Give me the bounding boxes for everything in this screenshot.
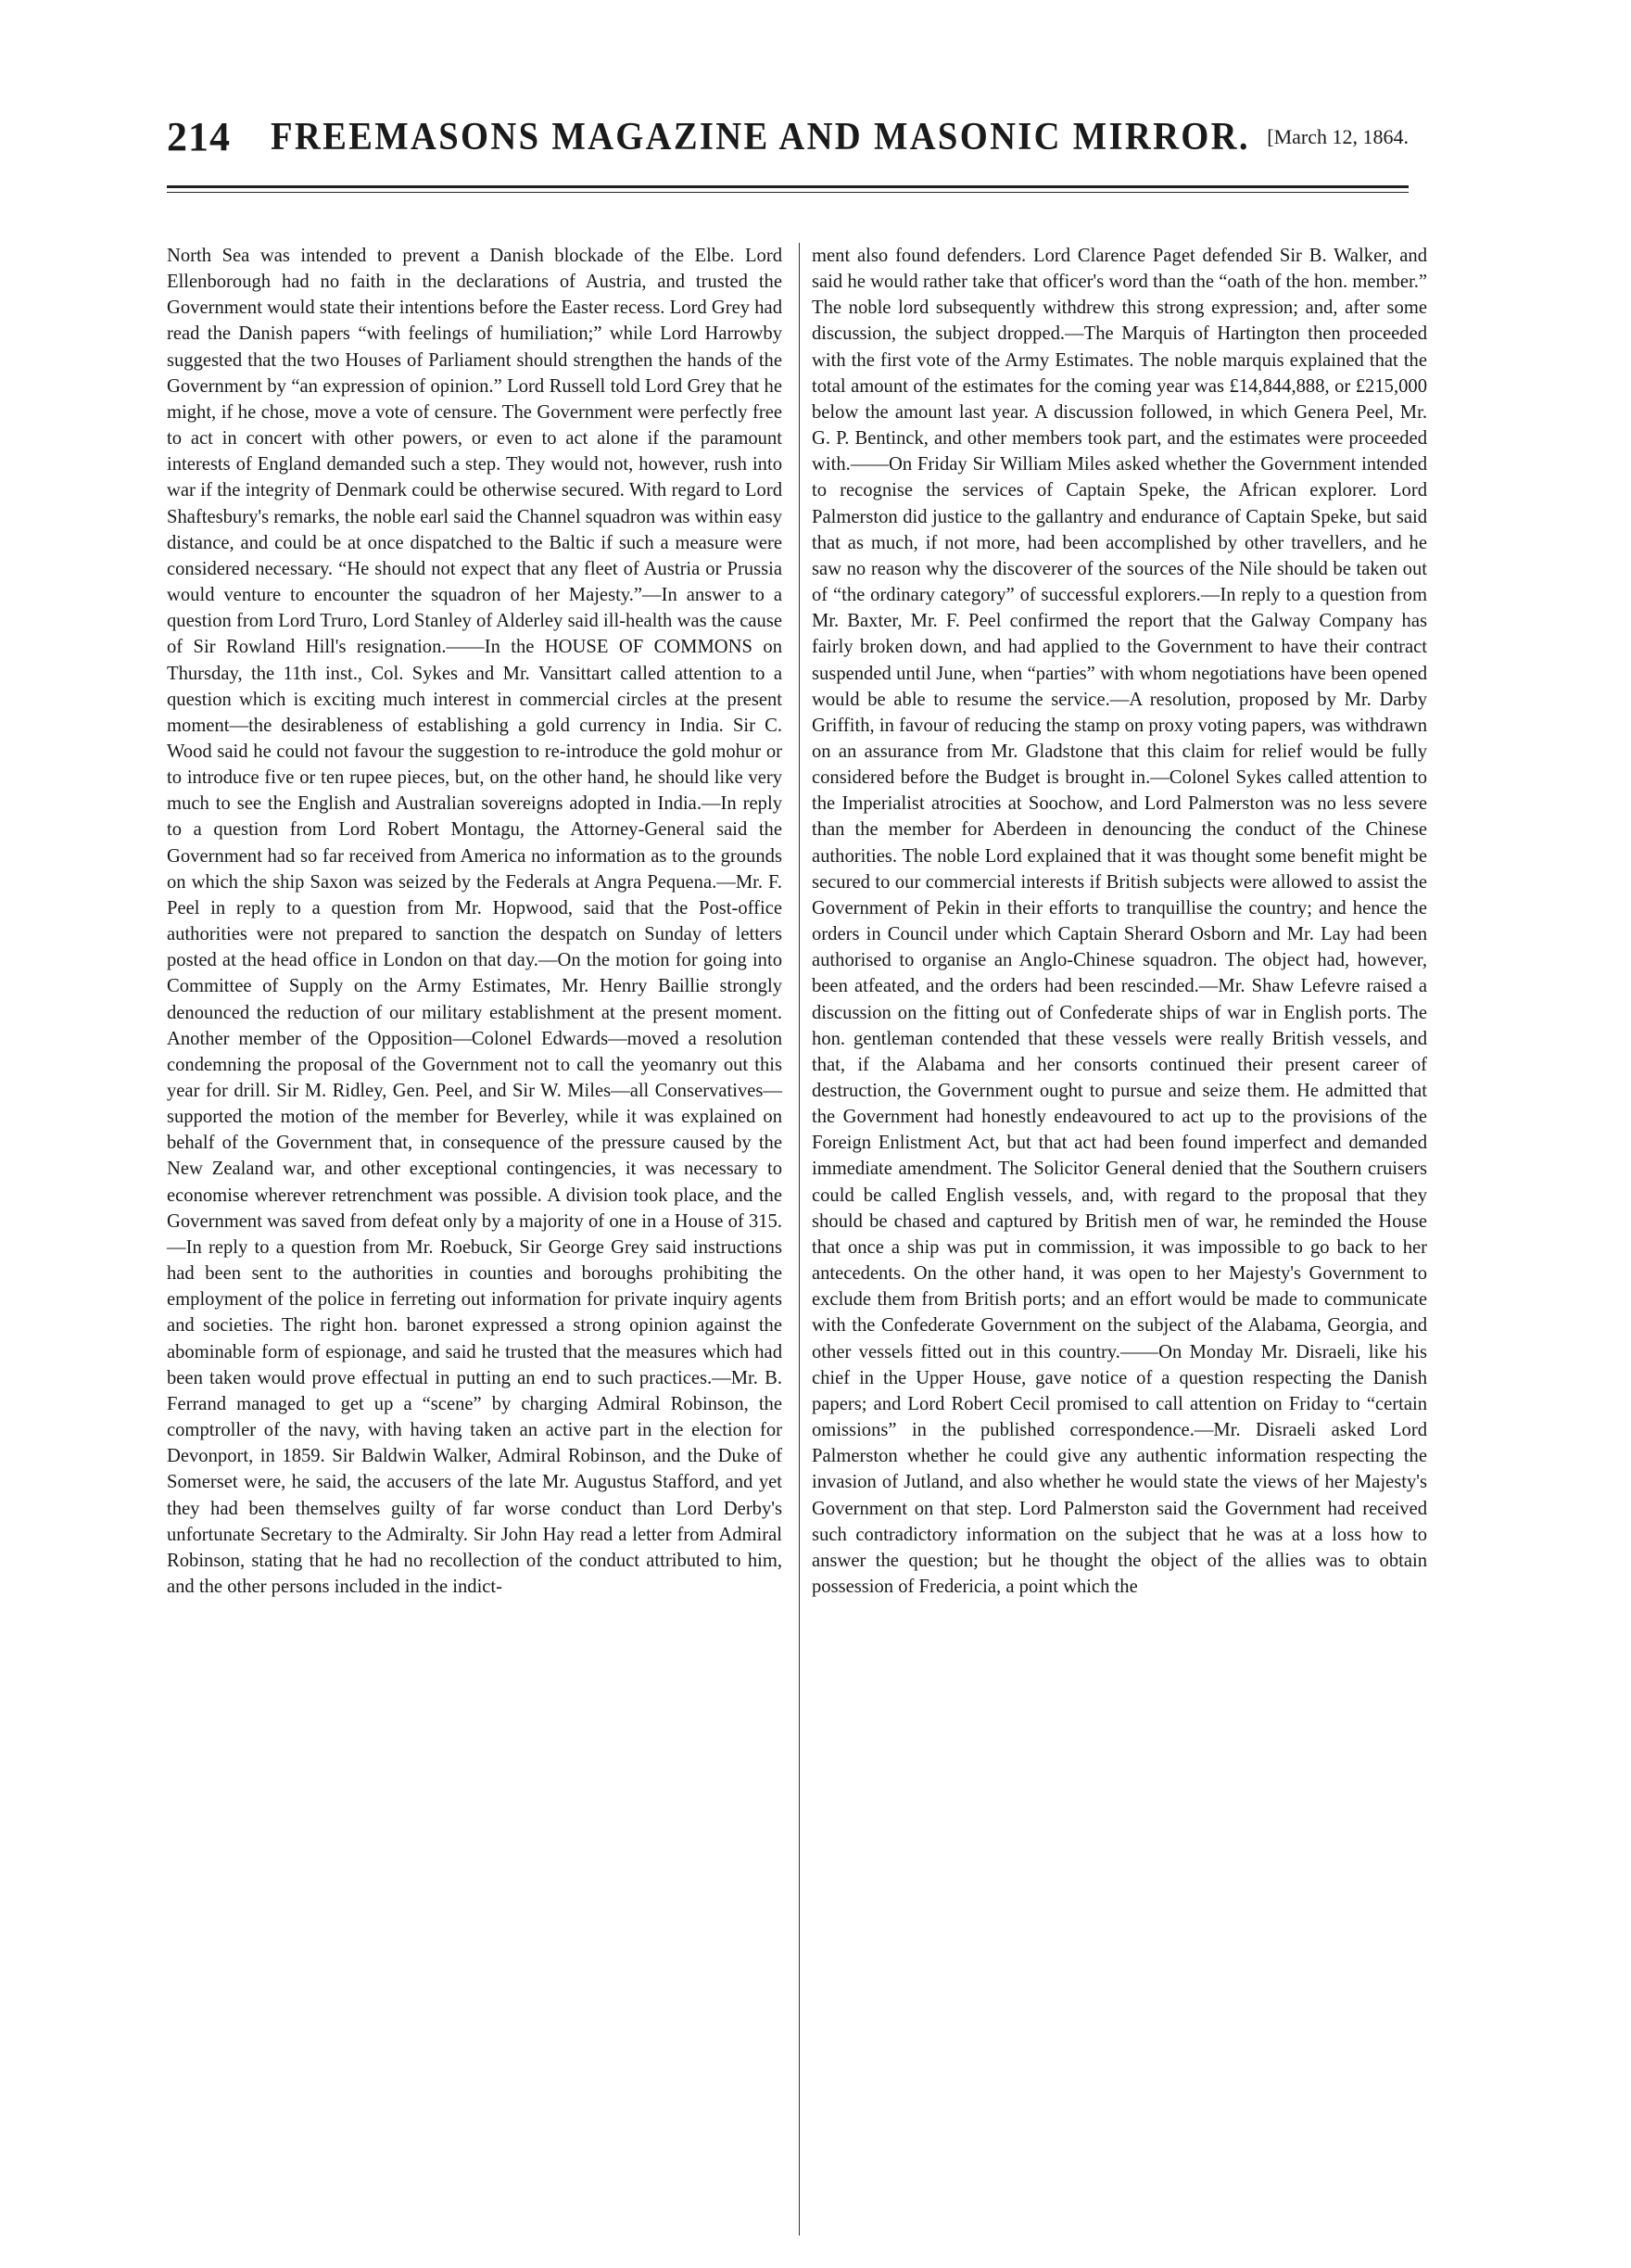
text-column-left: [167, 243, 782, 1600]
header-rule-thin: [167, 192, 1409, 193]
column-divider: [799, 243, 800, 2236]
header-rule-thick: [167, 185, 1409, 188]
masthead-title: FREEMASONS MAGAZINE AND MASONIC MIRROR.: [271, 116, 1250, 158]
page-number: 214: [167, 114, 231, 159]
page-header: [167, 111, 1409, 167]
issue-date: [March 12, 1864.: [1267, 125, 1409, 148]
left-column-text: North Sea was intended to prevent a Danish blockade of the Elbe. Lord Ellenborough had no faith in the declarations of Austria, and trusted the Government would state their intentions before the Easter recess. Lord Grey had read the Danish papers “with feelings of humiliation;” while Lord Harrowby suggested that the two Houses of Parliament should strengthen the hands of the Government by “an expression of opinion.” Lord Russell told Lord Grey that he might, if he chose, move a vote of censure. The Government were perfectly free to act in concert with other powers, or even to act alone if the paramount interests of England demanded such a step. They would not, however, rush into war if the integrity of Denmark could be otherwise secured. With regard to Lord Shaftesbury's remarks, the noble earl said the Channel squadron was within easy distance, and could be at once dispatched to the Baltic if such a measure were considered necessary. “He should not expect that any fleet of Austria or Prussia would venture to encounter the squadron of her Majesty.”—In answer to a question from Lord Truro, Lord Stanley of Alderley said ill-health was the cause of Sir Rowland Hill's resignation.——In the HOUSE OF COMMONS on Thursday, the 11th inst., Col. Sykes and Mr. Vansittart called attention to a question which is exciting much interest in commercial circles at the present moment—the desirableness of establishing a gold currency in India. Sir C. Wood said he could not favour the suggestion to re-introduce the gold mohur or to introduce five or ten rupee pieces, but, on the other hand, he should like very much to see the English and Australian sovereigns adopted in India.—In reply to a question from Lord Robert Montagu, the Attorney-General said the Government had so far received from America no information as to the grounds on which the ship Saxon was seized by the Federals at Angra Pequena.—Mr. F. Peel in reply to a question from Mr. Hopwood, said that the Post-office authorities were not prepared to sanction the despatch on Sunday of letters posted at the head office in London on that day.—On the motion for going into Committee of Supply on the Army Estimates, Mr. Henry Baillie strongly denounced the reduction of our military establishment at the present moment. Another member of the Opposition—Colonel Edwards—moved a resolution condemning the proposal of the Government not to call the yeomanry out this year for drill. Sir M. Ridley, Gen. Peel, and Sir W. Miles—all Conservatives—supported the motion of the member for Beverley, while it was explained on behalf of the Government that, in consequence of the pressure caused by the New Zealand war, and other exceptional contingencies, it was necessary to economise wherever retrenchment was possible. A division took place, and the Government was saved from defeat only by a majority of one in a House of 315.—In reply to a question from Mr. Roebuck, Sir George Grey said instructions had been sent to the authorities in counties and boroughs prohibiting the employment of the police in ferreting out information for private inquiry agents and societies. The right hon. baronet expressed a strong opinion against the abominable form of espionage, and said he trusted that the measures which had been taken would prove effectual in putting an end to such practices.—Mr. B. Ferrand managed to get up a “scene” by charging Admiral Robinson, the comptroller of the navy, with having taken an active part in the election for Devonport, in 1859. Sir Baldwin Walker, Admiral Robinson, and the Duke of Somerset were, he said, the accusers of the late Mr. Augustus Stafford, and yet they had been themselves guilty of far worse conduct than Lord Derby's unfortunate Secretary to the Admiralty. Sir John Hay read a letter from Admiral Robinson, stating that he had no recollection of the conduct attributed to him, and the other persons included in the indict-: [167, 246, 782, 1597]
right-column-text: ment also found defenders. Lord Clarence Paget defended Sir B. Walker, and said he would rather take that officer's word than the “oath of the hon. member.” The noble lord subsequently withdrew this strong expression; and, after some discussion, the subject dropped.—The Marquis of Hartington then proceeded with the first vote of the Army Estimates. The noble marquis explained that the total amount of the estimates for the coming year was £14,844,888, or £215,000 below the amount last year. A discussion followed, in which Genera Peel, Mr. G. P. Bentinck, and other members took part, and the estimates were proceeded with.——On Friday Sir William Miles asked whether the Government intended to recognise the services of Captain Speke, the African explorer. Lord Palmerston did justice to the gallantry and endurance of Captain Speke, but said that as much, if not more, had been accomplished by other travellers, and he saw no reason why the discoverer of the sources of the Nile should be taken out of “the ordinary category” of successful explorers.—In reply to a question from Mr. Baxter, Mr. F. Peel confirmed the report that the Galway Company has fairly broken down, and had applied to the Government to have their contract suspended until June, when “parties” with whom negotiations have been opened would be able to resume the service.—A resolution, proposed by Mr. Darby Griffith, in favour of reducing the stamp on proxy voting papers, was withdrawn on an assurance from Mr. Gladstone that this claim for relief would be fully considered before the Budget is brought in.—Colonel Sykes called attention to the Imperialist atrocities at Soochow, and Lord Palmerston was no less severe than the member for Aberdeen in denouncing the conduct of the Chinese authorities. The noble Lord explained that it was thought some benefit might be secured to our commercial interests if British subjects were allowed to assist the Government of Pekin in their efforts to tranquillise the country; and hence the orders in Council under which Captain Sherard Osborn and Mr. Lay had been authorised to organise an Anglo-Chinese squadron. The object had, however, been atfeated, and the orders had been rescinded.—Mr. Shaw Lefevre raised a discussion on the fitting out of Confederate ships of war in English ports. The hon. gentleman contended that these vessels were really British vessels, and that, if the Alabama and her consorts continued their present career of destruction, the Government ought to pursue and seize them. He admitted that the Government had honestly endeavoured to act up to the provisions of the Foreign Enlistment Act, but that act had been found imperfect and demanded immediate amendment. The Solicitor General denied that the Southern cruisers could be called English vessels, and, with regard to the proposal that they should be chased and captured by British men of war, he reminded the House that once a ship was put in commission, it was impossible to go back to her antecedents. On the other hand, it was open to her Majesty's Government to exclude them from British ports; and an effort would be made to communicate with the Confederate Government on the subject of the Alabama, Georgia, and other vessels fitted out in this country.——On Monday Mr. Disraeli, like his chief in the Upper House, gave notice of a question respecting the Danish papers; and Lord Robert Cecil promised to call attention on Friday to “certain omissions” in the published correspondence.—Mr. Disraeli asked Lord Palmerston whether he could give any authentic information respecting the invasion of Jutland, and also whether he would state the views of her Majesty's Government on that step. Lord Palmerston said the Government had received such contradictory information on the subject that he was at a loss how to answer the question; but he thought the object of the allies was to obtain possession of Fredericia, a point which the: [812, 246, 1427, 1597]
text-column-right: [812, 243, 1427, 1600]
